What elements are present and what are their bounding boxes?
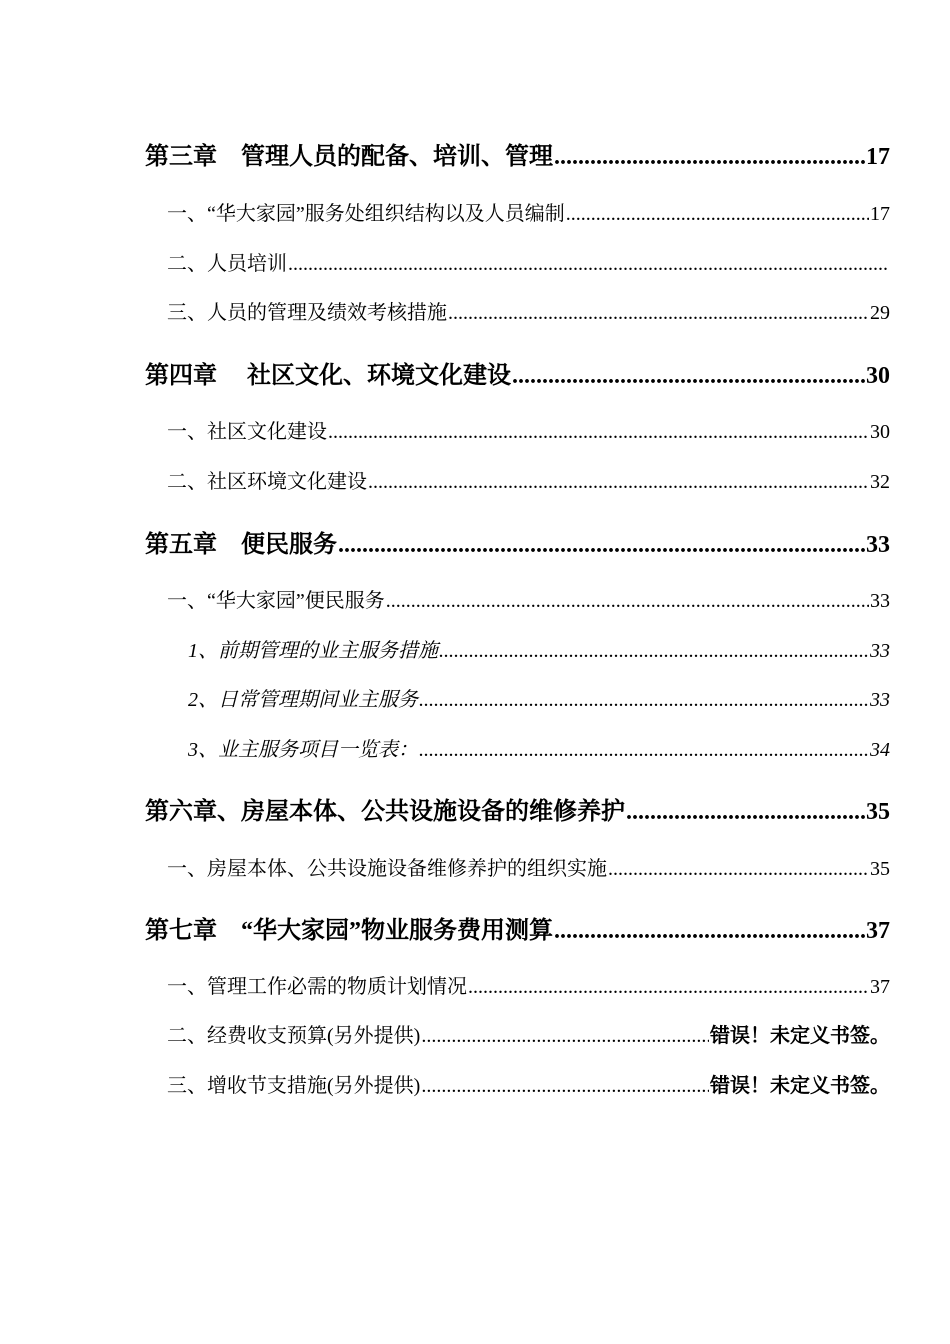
toc-chapter-6[interactable] (145, 791, 890, 825)
toc-section[interactable] (167, 1069, 890, 1099)
toc-section[interactable] (167, 584, 890, 614)
toc-entry-title: 一、“华大家园”服务处组织结构以及人员编制 (167, 203, 565, 225)
toc-entry-title: 第三章 管理人员的配备、培训、管理 (145, 144, 553, 170)
toc-entry-title: 一、社区文化建设 (167, 421, 327, 443)
toc-entry-title: 第四章 社区文化、环境文化建设 (145, 363, 511, 389)
toc-entry-title: 二、人员培训 (167, 253, 287, 275)
dot-leader (368, 471, 869, 494)
toc-entry-page: 32 (870, 471, 890, 493)
dot-leader (328, 421, 869, 444)
dot-leader (626, 799, 865, 825)
toc-section[interactable] (167, 197, 890, 227)
toc-entry-page: 37 (870, 976, 890, 998)
toc-entry-page: 33 (870, 689, 890, 711)
toc-entry-page: 17 (870, 203, 890, 225)
toc-entry-title: 3、业主服务项目一览表： (188, 739, 418, 761)
dot-leader (419, 739, 869, 762)
toc-subsection[interactable] (188, 634, 890, 664)
dot-leader (554, 144, 865, 170)
toc-chapter-7[interactable] (145, 910, 890, 944)
dot-leader (386, 590, 869, 613)
toc-entry-page: 35 (866, 799, 890, 825)
toc-section[interactable] (167, 1019, 890, 1049)
dot-leader (608, 858, 869, 881)
dot-leader (288, 253, 889, 276)
toc-entry-page: 33 (866, 532, 890, 558)
toc-entry-page-error: 错误！未定义书签。 (710, 1025, 890, 1047)
toc-entry-title: 二、经费收支预算(另外提供) (167, 1025, 421, 1047)
dot-leader (421, 1025, 709, 1048)
dot-leader (512, 363, 865, 389)
toc-entry-title: 第七章 “华大家园”物业服务费用测算 (145, 918, 553, 944)
toc-subsection[interactable] (188, 683, 890, 713)
dot-leader (419, 689, 869, 712)
toc-entry-title: 1、前期管理的业主服务措施 (188, 640, 438, 662)
toc-chapter-3[interactable] (145, 136, 890, 170)
toc-section[interactable] (167, 415, 890, 445)
toc-entry-page: 17 (866, 144, 890, 170)
toc-entry-page: 37 (866, 918, 890, 944)
dot-leader (439, 640, 869, 663)
toc-section[interactable] (167, 247, 890, 277)
toc-entry-title: 二、社区环境文化建设 (167, 471, 367, 493)
toc-section[interactable] (167, 296, 890, 326)
dot-leader (468, 976, 869, 999)
toc-entry-title: 第五章 便民服务 (145, 532, 337, 558)
toc-entry-title: 一、房屋本体、公共设施设备维修养护的组织实施 (167, 858, 607, 880)
toc-entry-title: 三、增收节支措施(另外提供) (167, 1075, 421, 1097)
toc-entry-title: 一、管理工作必需的物质计划情况 (167, 976, 467, 998)
toc-entry-page: 33 (870, 640, 890, 662)
toc-chapter-4[interactable] (145, 355, 890, 389)
toc-entry-page: 35 (870, 858, 890, 880)
toc-entry-page: 30 (870, 421, 890, 443)
toc-entry-title: 2、日常管理期间业主服务 (188, 689, 418, 711)
dot-leader (554, 918, 865, 944)
toc-entry-page-error: 错误！未定义书签。 (710, 1075, 890, 1097)
dot-leader (338, 532, 865, 558)
toc-entry-page: 30 (866, 363, 890, 389)
toc-entry-page: 34 (870, 739, 890, 761)
toc-section[interactable] (167, 465, 890, 495)
dot-leader (448, 302, 869, 325)
toc-section[interactable] (167, 970, 890, 1000)
toc-entry-page: 29 (870, 302, 890, 324)
toc-entry-title: 三、人员的管理及绩效考核措施 (167, 302, 447, 324)
toc-section[interactable] (167, 852, 890, 882)
dot-leader (421, 1075, 709, 1098)
toc-entry-title: 一、“华大家园”便民服务 (167, 590, 385, 612)
toc-entry-page: 33 (870, 590, 890, 612)
toc-chapter-5[interactable] (145, 524, 890, 558)
toc-subsection[interactable] (188, 733, 890, 763)
dot-leader (566, 203, 869, 226)
toc-entry-title: 第六章、房屋本体、公共设施设备的维修养护 (145, 799, 625, 825)
